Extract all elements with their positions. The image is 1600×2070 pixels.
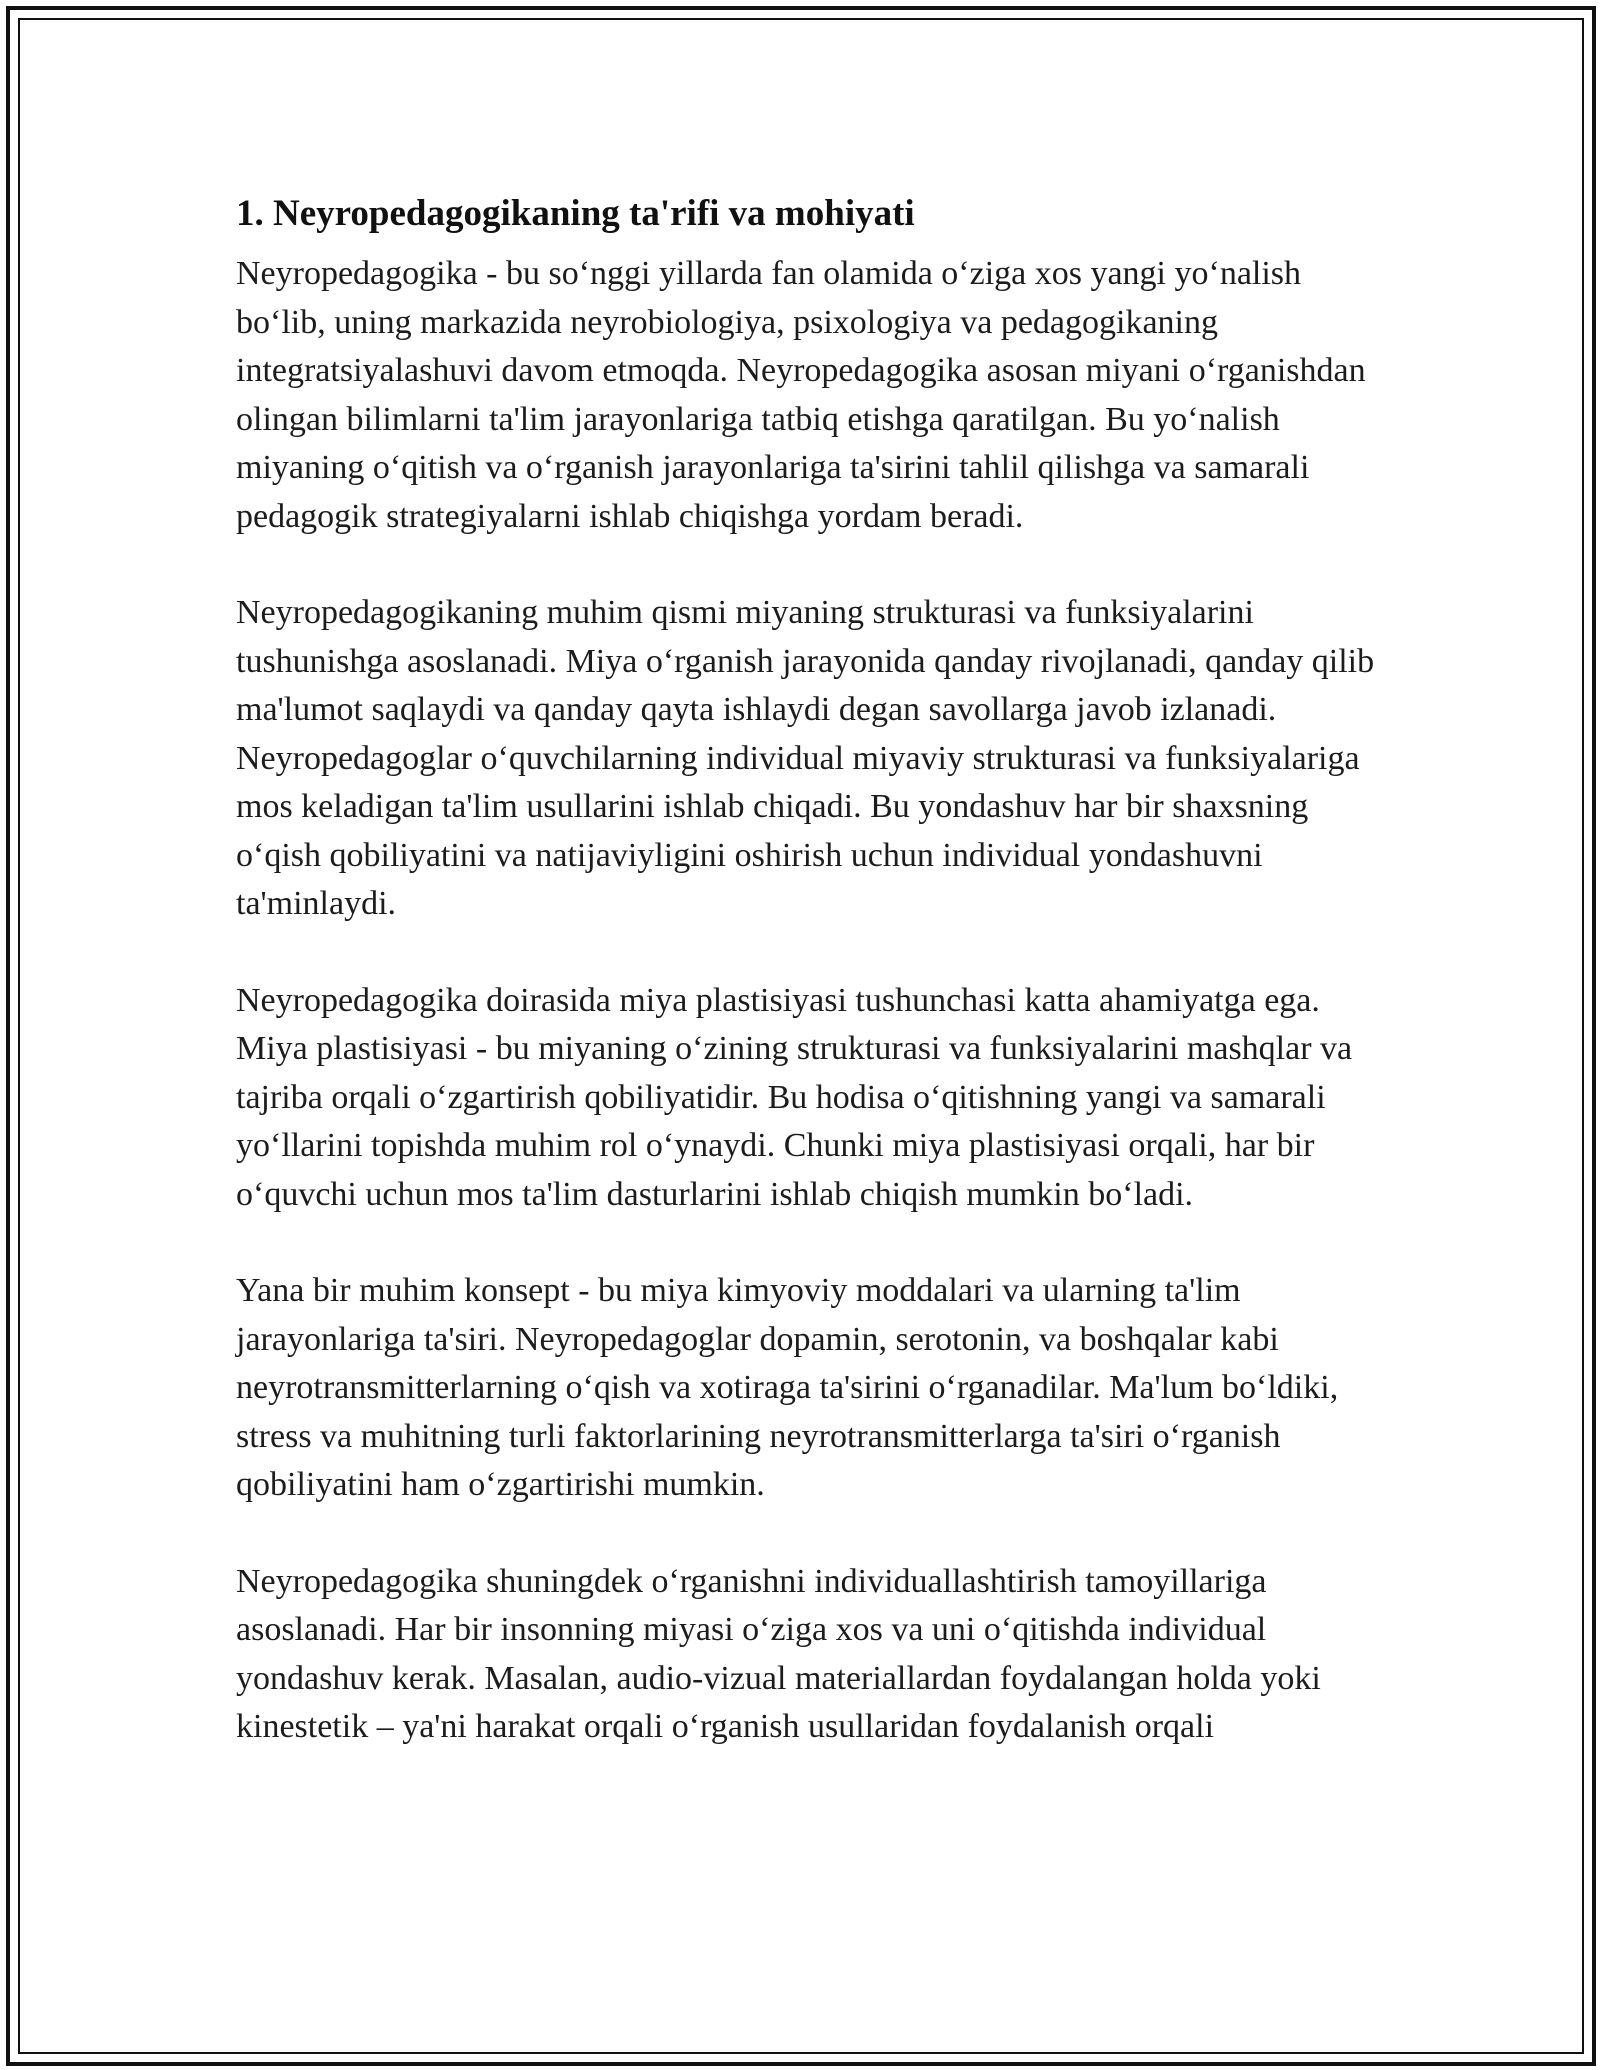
paragraph-brain-structure: Neyropedagogikaning muhim qismi miyaning strukturasi va funksiyalarini tushunishga asoslanadi. Miya o‘rganish jarayonida qanday rivojlanadi, qanday qilib ma'lumot saqlaydi va qanday qayta ishlaydi degan savollarga javob izlanadi. Neyropedagoglar o‘quvchilarning individual miyaviy strukturasi va funksiyalariga mos keladigan ta'lim usullarini ishlab chiqadi. Bu yondashuv har bir shaxsning o‘qish qobiliyatini va natijaviyligini oshirish uchun individual yondashuvni ta'minlaydi. xyxy=(236,594,1375,922)
section-heading: 1. Neyropedagogikaning ta'rifi va mohiyati xyxy=(236,193,915,234)
paragraph-individualization: Neyropedagogika shuningdek o‘rganishni individuallashtirish tamoyillariga asoslanadi. Har bir insonning miyasi o‘ziga xos va uni o‘qitishda individual yondashuv kerak. Masalan, audio-vizual materiallardan foydalangan holda yoki kinestetik – ya'ni harakat orqali o‘rganish usullaridan foydalanish orqali xyxy=(236,1562,1321,1745)
paragraph-definition: Neyropedagogika - bu so‘nggi yillarda fan olamida o‘ziga xos yangi yo‘nalish bo‘lib, uning markazida neyrobiologiya, psixologiya va pedagogikaning integratsiyalashuvi davom etmoqda. Neyropedagogika asosan miyani o‘rganishdan olingan bilimlarni ta'lim jarayonlariga tatbiq etishga qaratilgan. Bu yo‘nalish miyaning o‘qitish va o‘rganish jarayonlariga ta'sirini tahlil qilishga va samarali pedagogik strategiyalarni ishlab chiqishga yordam beradi. xyxy=(236,255,1366,535)
paragraph-brain-plasticity: Neyropedagogika doirasida miya plastisiyasi tushunchasi katta ahamiyatga ega. Miya plastisiyasi - bu miyaning o‘zining strukturasi va funksiyalarini mashqlar va tajriba orqali o‘zgartirish qobiliyatidir. Bu hodisa o‘qitishning yangi va samarali yo‘llarini topishda muhim rol o‘ynaydi. Chunki miya plastisiyasi orqali, har bir o‘quvchi uchun mos ta'lim dasturlarini ishlab chiqish mumkin bo‘ladi. xyxy=(236,981,1353,1213)
paragraph-neurotransmitters: Yana bir muhim konsept - bu miya kimyoviy moddalari va ularning ta'lim jarayonlariga ta'siri. Neyropedagoglar dopamin, serotonin, va boshqalar kabi neyrotransmitterlarning o‘qish va xotiraga ta'sirini o‘rganadilar. Ma'lum bo‘ldiki, stress va muhitning turli faktorlarining neyrotransmitterlarga ta'siri o‘rganish qobiliyatini ham o‘zgartirishi mumkin. xyxy=(236,1272,1339,1503)
document-body xyxy=(236,188,1376,1752)
